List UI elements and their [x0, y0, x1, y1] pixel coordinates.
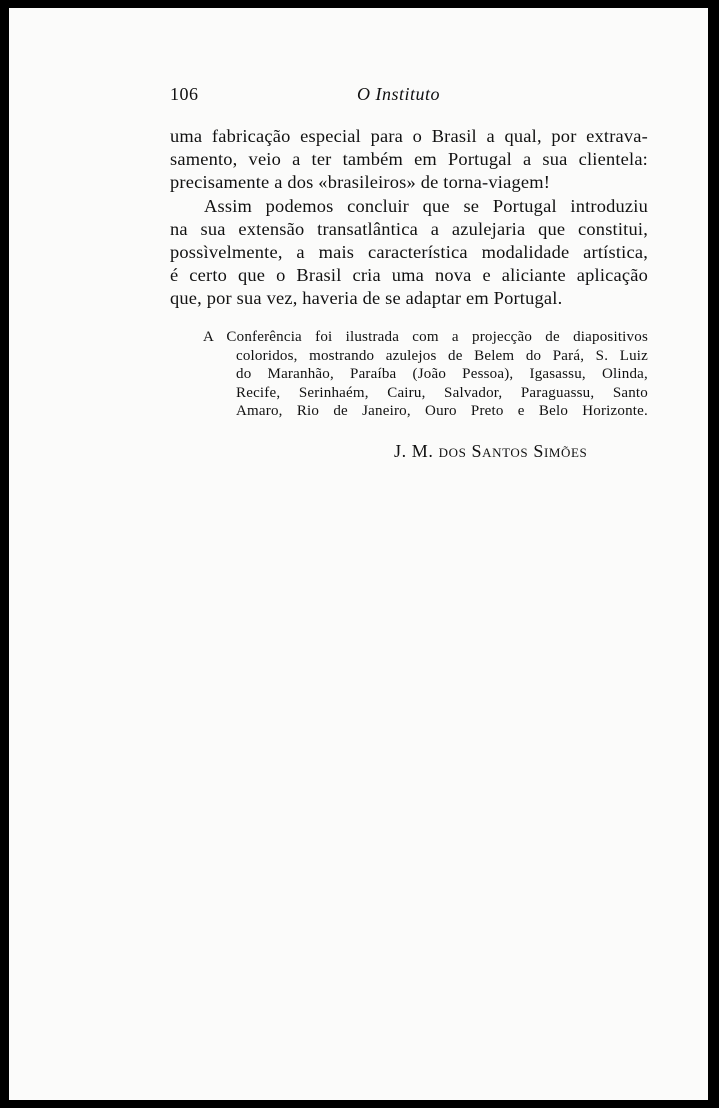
body-line: possìvelmente, a mais característica modalidade artística,: [170, 241, 648, 262]
author-signature: J. M. dos Santos Simões: [394, 441, 588, 461]
body-line: uma fabricação especial para o Brasil a qual, por extrava-: [170, 126, 648, 146]
note-line: Recife, Serinhaém, Cairu, Salvador, Paraguassu, Santo: [236, 384, 648, 401]
note-line: coloridos, mostrando azulejos de Belem do Pará, S. Luiz: [236, 347, 648, 364]
page: [9, 8, 708, 1100]
body-line: que, por sua vez, haveria de se adaptar em Portugal.: [170, 288, 563, 309]
note-line: do Maranhão, Paraíba (João Pessoa), Igasassu, Olinda,: [236, 366, 648, 383]
page-header: [9, 84, 708, 108]
body-line: é certo que o Brasil cria uma nova e aliciante aplicação: [170, 265, 648, 286]
body-line: samento, veio a ter também em Portugal a sua clientela:: [170, 149, 648, 170]
note-line: A Conferência foi ilustrada com a projecção de diapositivos: [203, 329, 648, 345]
body-line: Assim podemos concluir que se Portugal introduziu: [204, 195, 648, 216]
body-line: na sua extensão transatlântica a azulejaria que constitui,: [170, 218, 648, 239]
conference-note: [203, 328, 648, 421]
note-line: Amaro, Rio de Janeiro, Ouro Preto e Belo Horizonte.: [236, 403, 648, 420]
body-line: precisamente a dos «brasileiros» de torna-viagem!: [170, 172, 551, 193]
page-number: 106: [170, 84, 199, 104]
body-paragraphs: [170, 125, 648, 311]
running-title: O Instituto: [357, 84, 441, 104]
